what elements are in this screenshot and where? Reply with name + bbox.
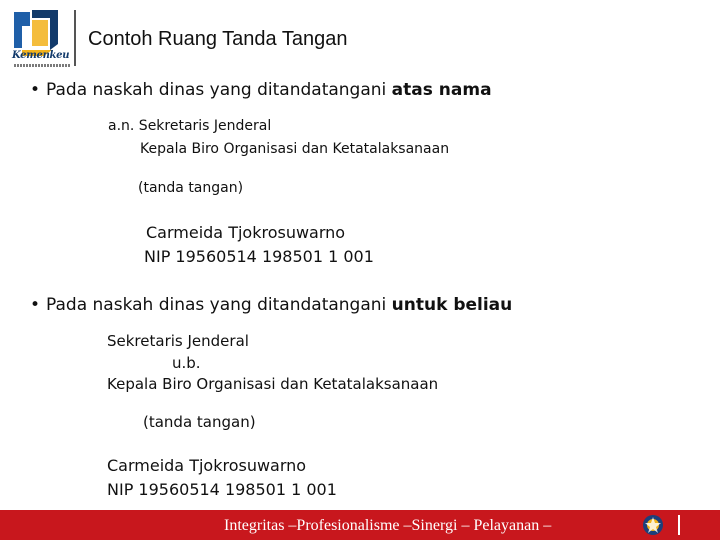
bullet-dot: • (30, 295, 41, 315)
bullet-untuk-beliau (30, 295, 512, 315)
kemenkeu-logo-icon (8, 6, 68, 72)
signature-placeholder: (tanda tangan) (138, 180, 244, 196)
bullet-dot: • (30, 80, 41, 100)
signatory-name: Carmeida Tjokrosuwarno (107, 456, 307, 475)
footer-bar (0, 510, 720, 540)
signatory-name: Carmeida Tjokrosuwarno (146, 223, 346, 242)
kemenkeu-emblem-icon (640, 513, 666, 537)
signature-placeholder: (tanda tangan) (143, 413, 256, 431)
signature-line: a.n. Sekretaris Jenderal (108, 118, 272, 134)
footer-values: Integritas –Profesionalisme –Sinergi – Pelayanan – (224, 517, 552, 534)
signatory-nip: NIP 19560514 198501 1 001 (107, 480, 337, 499)
title-divider (74, 10, 76, 66)
footer-divider (678, 515, 680, 535)
signature-line: Kepala Biro Organisasi dan Ketatalaksanaan (140, 141, 450, 157)
page-title: Contoh Ruang Tanda Tangan (88, 28, 348, 50)
bullet-emphasis: untuk beliau (391, 295, 513, 315)
signature-line: Sekretaris Jenderal (107, 332, 249, 350)
signatory-nip: NIP 19560514 198501 1 001 (144, 247, 374, 266)
logo-tagline-decoration (14, 64, 70, 67)
bullet-emphasis: atas nama (391, 80, 492, 100)
signature-line: u.b. (172, 354, 201, 372)
bullet-atas-nama (30, 80, 492, 100)
logo-caption: Kemenkeu (12, 50, 70, 61)
signature-line: Kepala Biro Organisasi dan Ketatalaksanaan (107, 375, 439, 393)
bullet-text: Pada naskah dinas yang ditandatangani (46, 295, 392, 315)
bullet-text: Pada naskah dinas yang ditandatangani (46, 80, 392, 100)
